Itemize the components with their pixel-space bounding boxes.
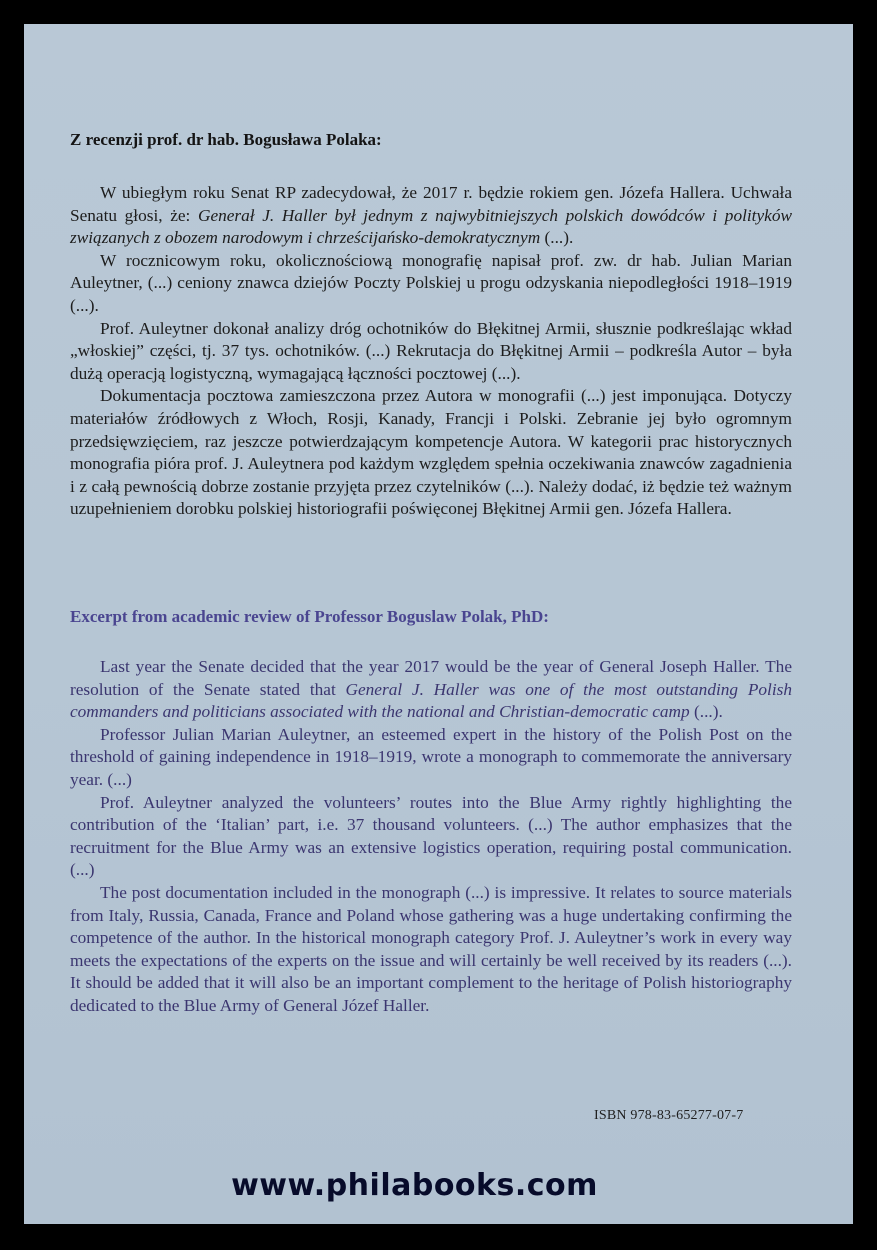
polish-paragraph-1: W ubiegłym roku Senat RP zadecydował, że 2017 r. będzie rokiem gen. Józefa Hallera. Uchwała Senatu głosi, że: Generał J. Haller był jednym z najwybitniejszych polskich dowódców i polityków związanych z obozem narodowym i chrześcijańsko-demokratycznym (...). (70, 183, 792, 248)
website-url: www.philabooks.com (231, 1168, 598, 1203)
back-cover (24, 24, 853, 1224)
polish-review-body (70, 182, 792, 521)
english-review-body (70, 656, 792, 1018)
polish-paragraph-2: W rocznicowym roku, okolicznościową monografię napisał prof. zw. dr hab. Julian Marian Auleytner, (...) ceniony znawca dziejów Poczty Polskiej u progu odzyskania niepodległości 1918–1919 (...). (70, 250, 792, 315)
polish-review-heading: Z recenzji prof. dr hab. Bogusława Polaka: (70, 130, 382, 149)
senate-resolution-quote-pl: Generał J. Haller był jednym z najwybitniejszych polskich dowódców i polityków związanych z obozem narodowym i chrześcijańsko-demokratycznym (70, 205, 792, 248)
english-paragraph-3: Prof. Auleytner analyzed the volunteers’ routes into the Blue Army rightly highlighting the contribution of the ‘Italian’ part, i.e. 37 thousand volunteers. (...) The author emphasizes that the recruitment for the Blue Army was an extensive logistics operation, requiring postal communication. (...) (70, 792, 792, 880)
senate-resolution-quote-en: General J. Haller was one of the most outstanding Polish commanders and politicians associated with the national and Christian-democratic camp (70, 679, 792, 722)
english-paragraph-1: Last year the Senate decided that the year 2017 would be the year of General Joseph Haller. The resolution of the Senate stated that General J. Haller was one of the most outstanding Polish commanders and politicians associated with the national and Christian-democratic camp (...). (70, 657, 792, 722)
polish-paragraph-4: Dokumentacja pocztowa zamieszczona przez Autora w monografii (...) jest imponująca. Dotyczy materiałów źródłowych z Włoch, Rosji, Kanady, Francji i Polski. Zebranie jej było ogromnym przedsięwzięciem, raz jeszcze potwierdzającym kompetencje Autora. W kategorii prac historycznych monografia pióra prof. J. Auleytnera pod każdym względem spełnia oczekiwania znawców zagadnienia i z całą pewnością dobrze zostanie przyjęta przez czytelników (...). Należy dodać, iż będzie też ważnym uzupełnieniem dorobku polskiej historiografii poświęconej Błękitnej Armii gen. Józefa Hallera. (70, 386, 792, 519)
english-paragraph-2: Professor Julian Marian Auleytner, an esteemed expert in the history of the Polish Post on the threshold of gaining independence in 1918–1919, wrote a monograph to commemorate the anniversary year. (...) (70, 724, 792, 789)
english-paragraph-4: The post documentation included in the monograph (...) is impressive. It relates to source materials from Italy, Russia, Canada, France and Poland whose gathering was a huge undertaking confirming the competence of the author. In the historical monograph category Prof. J. Auleytner’s work in every way meets the expectations of the experts on the issue and will certainly be well received by its readers (...). It should be added that it will also be an important complement to the heritage of Polish historiography dedicated to the Blue Army of General Józef Haller. (70, 882, 792, 1015)
english-review-heading: Excerpt from academic review of Professor Boguslaw Polak, PhD: (70, 607, 549, 626)
polish-paragraph-3: Prof. Auleytner dokonał analizy dróg ochotników do Błękitnej Armii, słusznie podkreślając wkład „włoskiej” części, tj. 37 tys. ochotników. (...) Rekrutacja do Błękitnej Armii – podkreśla Autor – była dużą operacją logistyczną, wymagającą łączności pocztowej (...). (70, 318, 792, 383)
isbn-number: ISBN 978-83-65277-07-7 (594, 1108, 744, 1123)
